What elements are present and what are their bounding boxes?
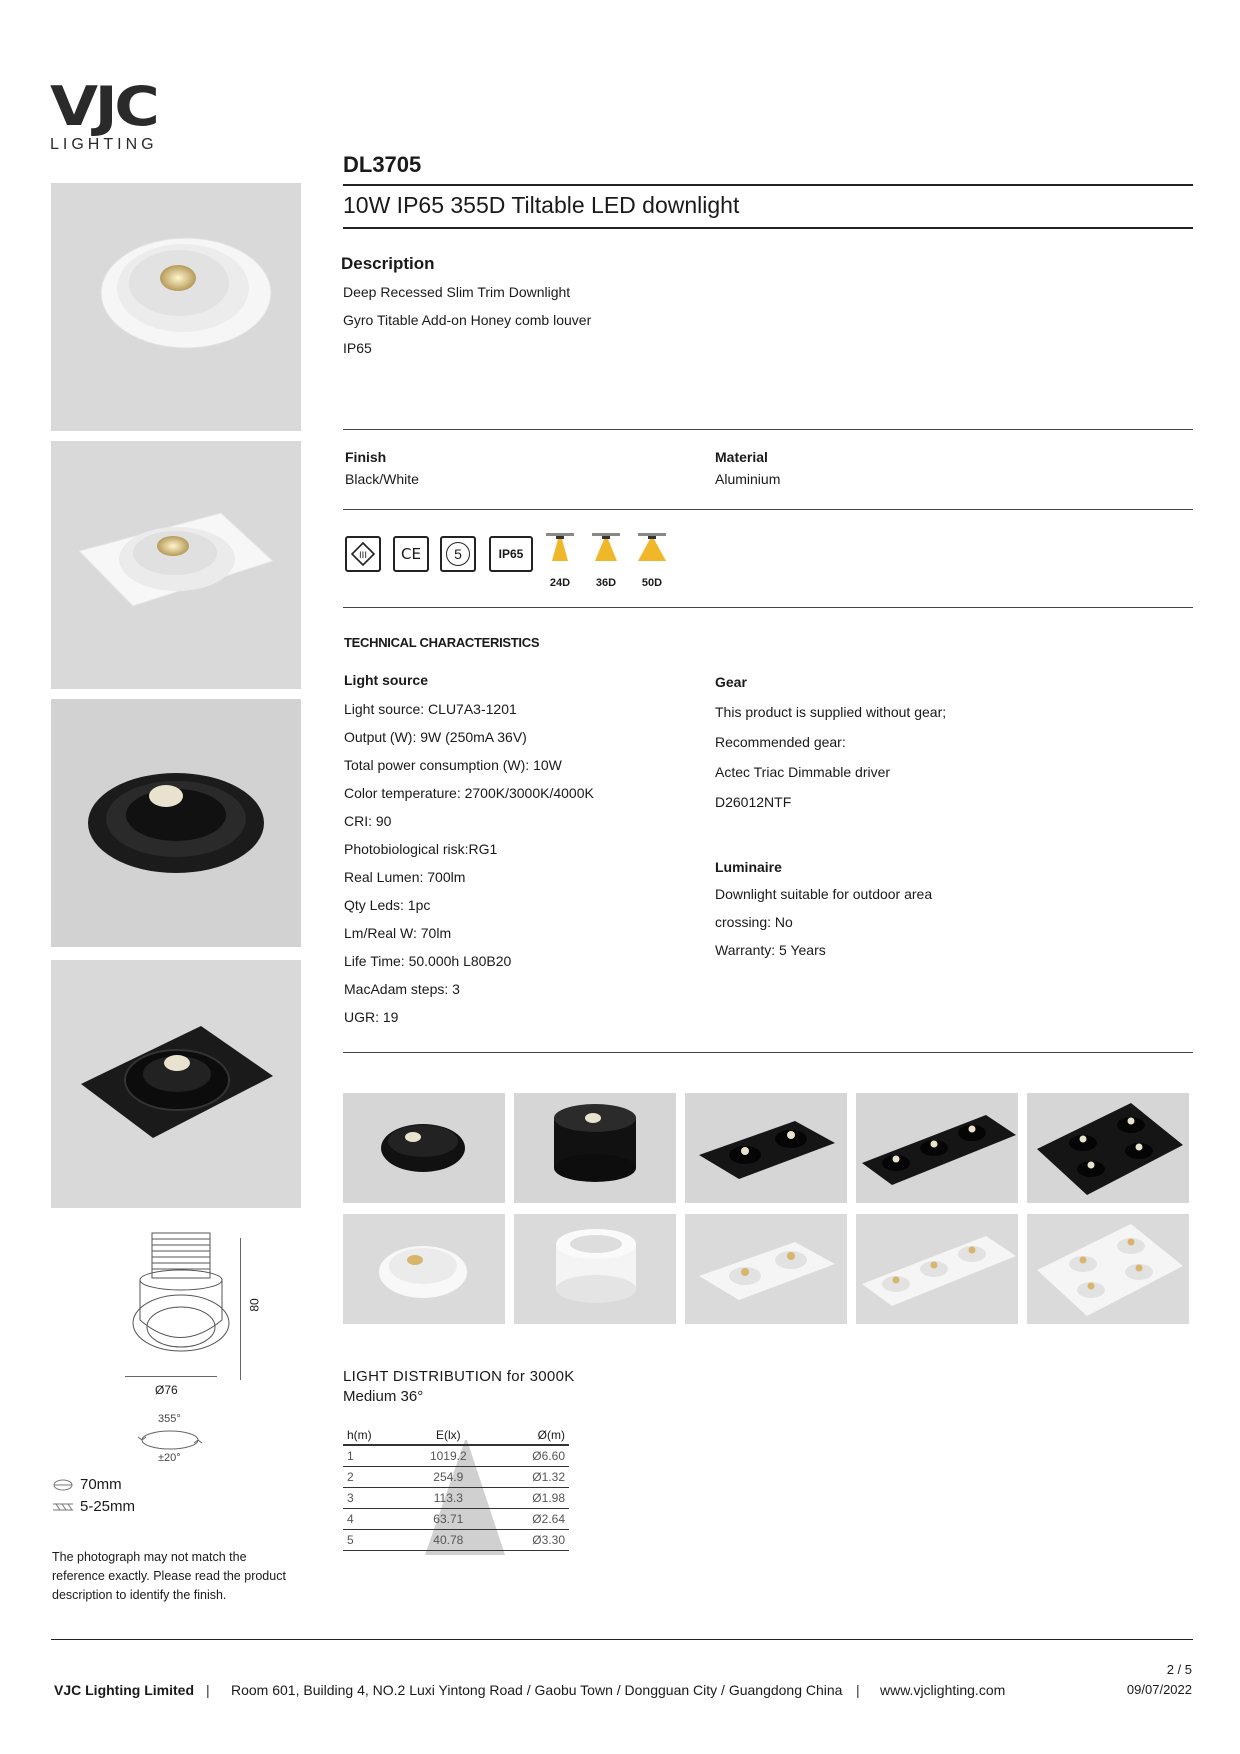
footer-divider [51,1639,1193,1640]
table-row [343,1488,569,1509]
product-photo-white-square [51,441,301,689]
variant-thumb-black-4 [856,1093,1018,1203]
cutout-value: 70mm [80,1476,122,1493]
cell-height: 4 [343,1509,406,1530]
ip65-text: IP65 [498,547,524,561]
dimension-drawing [110,1225,260,1375]
spec-line: Photobiological risk:RG1 [344,841,498,857]
footer-company: VJC Lighting Limited [54,1682,194,1698]
spec-line: Real Lumen: 700lm [344,869,466,885]
ce-icon [393,536,429,572]
luminaire-list [715,880,932,964]
luminaire-line: Warranty: 5 Years [715,942,826,958]
footer-separator: | [856,1682,860,1698]
finish-value: Black/White [345,471,419,487]
brand-logo [50,75,170,154]
finish-label: Finish [345,449,387,465]
variant-thumb-black-3 [685,1093,847,1203]
spec-line: Lm/Real W: 70lm [344,925,452,941]
cell-diameter: Ø3.30 [491,1530,569,1551]
light-source-title: Light source [344,672,429,688]
product-subtitle: 10W IP65 355D Tiltable LED downlight [343,192,740,218]
variant-thumb-white-4 [856,1214,1018,1324]
rotate-value: 355° [158,1413,181,1425]
five-text: 5 [454,546,462,562]
beam-36-icon [590,533,622,565]
diameter-value: Ø76 [155,1383,178,1397]
beam-24-icon [544,533,576,565]
spec-line: Color temperature: 2700K/3000K/4000K [344,785,594,801]
spec-line: Qty Leds: 1pc [344,897,431,913]
product-photo-black-round [51,699,301,947]
ceiling-value: 5-25mm [80,1498,136,1515]
cell-illuminance: 40.78 [406,1530,492,1551]
col-header-height: h(m) [343,1426,406,1445]
cell-height: 1 [343,1445,406,1467]
divider [343,429,1193,430]
distribution-table [343,1426,569,1551]
document-date: 09/07/2022 [1126,1682,1192,1697]
tech-title: TECHNICAL CHARACTERISTICS [344,635,540,650]
brand-name: VJC [50,75,157,138]
description-line: IP65 [343,340,372,356]
gear-list [715,697,946,817]
beam-50-icon [636,533,668,565]
luminaire-line: crossing: No [715,914,793,930]
gear-line: D26012NTF [715,794,792,810]
five-circle [446,542,470,566]
table-row [343,1509,569,1530]
light-source-list [344,695,594,1031]
divider [343,607,1193,608]
brand-sub: LIGHTING [50,136,158,153]
description-list [343,278,591,362]
cell-diameter: Ø6.60 [491,1445,569,1467]
spec-line: MacAdam steps: 3 [344,981,460,997]
cell-illuminance: 113.3 [406,1488,492,1509]
luminaire-line: Downlight suitable for outdoor area [715,886,933,902]
distribution-subtitle: Medium 36° [343,1388,424,1405]
col-header-diameter: Ø(m) [491,1426,569,1445]
description-line: Deep Recessed Slim Trim Downlight [343,284,571,300]
cutout-icon [52,1478,74,1497]
photo-disclaimer: The photograph may not match the reference exactly. Please read the product description to identify the finish. [52,1550,286,1602]
spec-line: CRI: 90 [344,813,392,829]
footer-separator: | [206,1682,210,1698]
cell-diameter: Ø1.98 [491,1488,569,1509]
class-iii-icon [345,536,381,572]
spec-line: Light source: CLU7A3-1201 [344,701,517,717]
material-value: Aluminium [715,471,781,487]
divider [343,509,1193,510]
cell-diameter: Ø2.64 [491,1509,569,1530]
table-row [343,1467,569,1488]
divider [343,227,1193,229]
footer-address: Room 601, Building 4, NO.2 Luxi Yintong Road / Gaobu Town / Dongguan City / Guangdong China [231,1682,843,1698]
variant-thumb-white-5 [1027,1214,1189,1324]
height-dimension-line [240,1238,241,1380]
beam-label: 36D [595,577,617,589]
table-row [343,1445,569,1467]
variant-thumb-black-5 [1027,1093,1189,1203]
variant-thumb-white-2 [514,1214,676,1324]
cell-illuminance: 254.9 [406,1467,492,1488]
divider [343,184,1193,186]
gear-line: Recommended gear: [715,734,846,750]
variant-thumb-white-3 [685,1214,847,1324]
distribution-title: LIGHT DISTRIBUTION for 3000K [343,1368,575,1385]
cell-illuminance: 1019.2 [406,1445,492,1467]
gear-line: This product is supplied without gear; [715,704,947,720]
diameter-dimension-line [125,1376,217,1377]
cell-diameter: Ø1.32 [491,1467,569,1488]
cell-illuminance: 63.71 [406,1509,492,1530]
ce-text: CE [401,545,421,563]
beam-label: 50D [641,577,663,589]
height-value: 80 [247,1298,262,1312]
cell-height: 2 [343,1467,406,1488]
col-header-illuminance: E(lx) [406,1426,492,1445]
spec-line: UGR: 19 [344,1009,399,1025]
divider [343,1052,1193,1053]
ceiling-icon [52,1500,74,1519]
gear-line: Actec Triac Dimmable driver [715,764,891,780]
tilt-value: ±20° [158,1452,181,1464]
five-year-icon [440,536,476,572]
gear-title: Gear [715,674,747,690]
luminaire-title: Luminaire [715,859,782,875]
cell-height: 3 [343,1488,406,1509]
cell-height: 5 [343,1530,406,1551]
material-label: Material [715,449,768,465]
product-photo-white-round [51,183,301,431]
product-photo-black-square [51,960,301,1208]
description-line: Gyro Titable Add-on Honey comb louver [343,312,592,328]
variant-thumb-black-1 [343,1093,505,1203]
spec-line: Life Time: 50.000h L80B20 [344,953,512,969]
variant-thumb-black-2 [514,1093,676,1203]
page-number: 2 / 5 [1166,1662,1192,1677]
beam-label: 24D [549,577,571,589]
svg-text:III: III [359,551,367,561]
product-model: DL3705 [343,152,422,177]
spec-line: Total power consumption (W): 10W [344,757,562,773]
table-header-row [343,1426,569,1445]
table-row [343,1530,569,1551]
footer-website[interactable]: www.vjclighting.com [880,1682,1006,1698]
ip65-icon [489,536,533,572]
spec-line: Output (W): 9W (250mA 36V) [344,729,527,745]
variant-thumb-white-1 [343,1214,505,1324]
description-title: Description [341,254,435,273]
